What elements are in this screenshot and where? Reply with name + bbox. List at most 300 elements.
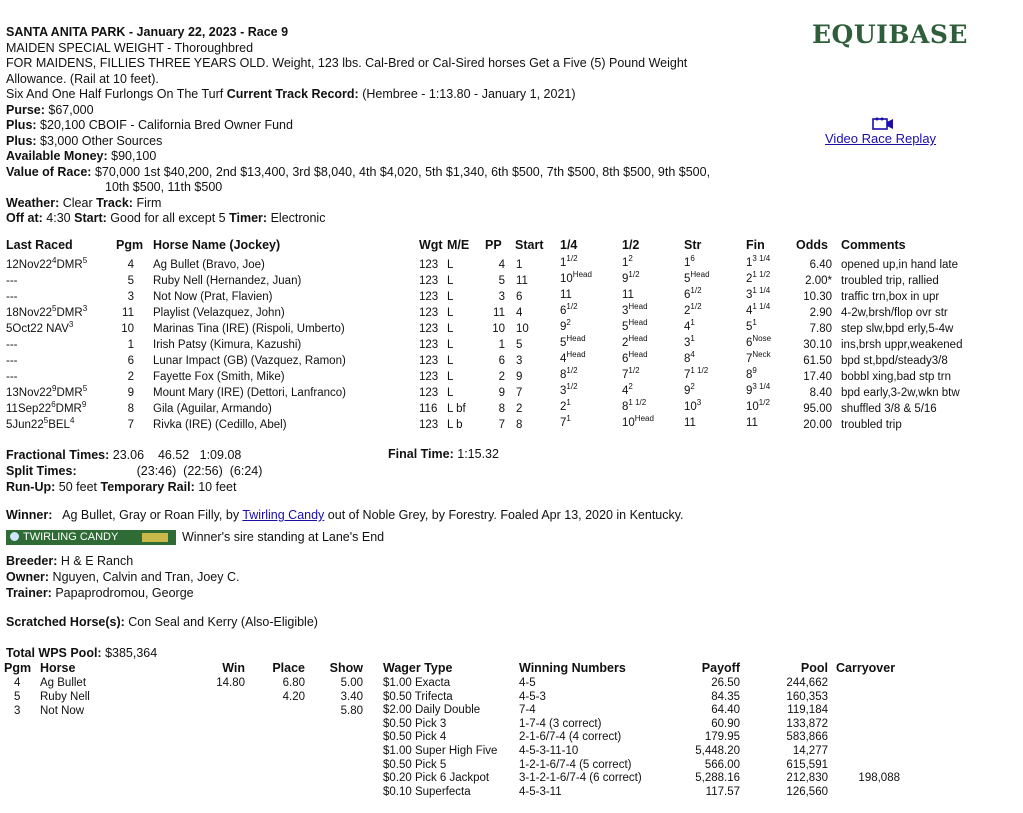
video-replay-link[interactable]: Video Race Replay	[825, 131, 937, 146]
sire-tag-icon	[142, 533, 168, 542]
pay-col-numbers: Winning Numbers	[519, 661, 626, 675]
quarter-call-value: 1	[560, 257, 567, 269]
quarter-call-value: 10	[560, 273, 573, 285]
half-call-value: 4	[622, 385, 629, 397]
half-call	[622, 302, 648, 317]
finish-call	[746, 417, 758, 429]
value-line-2	[6, 180, 710, 196]
start-label: Start:	[74, 211, 107, 225]
half-call-margin: 2	[628, 254, 633, 264]
half-call	[622, 382, 633, 397]
quarter-call	[560, 350, 586, 365]
wps-show: 5.00	[340, 677, 363, 689]
split-line	[6, 463, 262, 479]
wager-type: $0.50 Pick 4	[383, 731, 447, 744]
med-equip: L	[447, 355, 454, 367]
half-call	[622, 254, 633, 269]
last-raced-date: ---	[6, 339, 18, 351]
sire-banner-text: TWIRLING CANDY	[23, 531, 119, 543]
wps-show: 5.80	[340, 705, 363, 717]
last-raced-num: 6	[51, 400, 56, 410]
start-pos: 2	[516, 403, 523, 415]
final-time-label: Final Time:	[388, 447, 454, 461]
plus-value: $3,000 Other Sources	[40, 133, 163, 148]
last-raced-trk: NAV	[46, 323, 69, 335]
last-raced-num: 4	[52, 256, 57, 266]
last-raced	[6, 355, 18, 367]
split-value: (23:46) (22:56) (6:24)	[136, 464, 263, 478]
winning-numbers: 1-7-4 (3 correct)	[519, 717, 602, 730]
fractional-label: Fractional Times:	[6, 448, 110, 462]
purse-line	[6, 103, 710, 119]
finish-call-margin: 3 1/4	[752, 382, 771, 392]
finish-call	[746, 398, 770, 413]
last-raced	[6, 371, 18, 383]
comment: troubled trip	[841, 419, 902, 431]
half-call	[622, 289, 634, 301]
distance: Six And One Half Furlongs On The Turf	[6, 87, 224, 101]
owner-label: Owner:	[6, 570, 50, 584]
odds: 61.50	[803, 355, 832, 367]
half-call	[622, 366, 640, 381]
quarter-call	[560, 414, 571, 429]
half-call-margin: Head	[628, 334, 648, 344]
race-type: MAIDEN SPECIAL WEIGHT - Thoroughbred	[6, 40, 254, 55]
value-text-2: 10th $500, 11th $500	[105, 180, 223, 194]
quarter-call-value: 11	[560, 289, 572, 301]
last-raced-date: ---	[6, 355, 18, 367]
start-pos: 11	[516, 275, 528, 287]
last-raced-trk: BEL	[48, 419, 70, 431]
horse-jockey: Irish Patsy (Kimura, Kazushi)	[153, 339, 302, 351]
sire-note: Winner's sire standing at Lane's End	[182, 530, 385, 544]
pgm: 7	[127, 419, 134, 431]
half-call	[622, 334, 648, 349]
winning-numbers: 4-5	[519, 677, 536, 689]
last-raced-trk: DMR	[56, 387, 83, 399]
winning-numbers: 2-1-6/7-4 (4 correct)	[519, 731, 622, 744]
last-raced-num: 5	[43, 416, 49, 426]
comment: step slw,bpd erly,5-4w	[841, 323, 954, 335]
half-call	[622, 270, 640, 285]
horse-jockey: Fayette Fox (Smith, Mike)	[153, 371, 285, 383]
finish-call-margin: 1 1/4	[752, 286, 771, 296]
last-raced	[6, 339, 18, 351]
col-me: M/E	[447, 238, 470, 252]
weather-label: Weather:	[6, 195, 60, 210]
plus-line-1	[6, 118, 710, 134]
offat-label: Off at:	[6, 211, 43, 225]
winner-line	[6, 508, 684, 522]
post-position: 3	[498, 291, 505, 303]
quarter-call-margin: 1/2	[566, 302, 578, 312]
timer-label: Timer:	[229, 211, 268, 225]
race-title: SANTA ANITA PARK - January 22, 2023 - Race 9	[6, 25, 289, 39]
start-pos: 3	[516, 355, 523, 367]
wps-pool-line	[6, 646, 157, 660]
winner-label: Winner:	[6, 508, 53, 522]
post-position: 9	[498, 387, 505, 399]
finish-call-margin: 1 1/2	[752, 270, 771, 280]
wager-type: $0.20 Pick 6 Jackpot	[383, 772, 490, 785]
purse-label: Purse:	[6, 102, 45, 117]
med-equip: L	[447, 387, 454, 399]
weight: 116	[419, 403, 438, 415]
quarter-call	[560, 334, 586, 349]
last-raced	[6, 304, 88, 319]
wps-win: 14.80	[216, 677, 245, 689]
last-raced	[6, 291, 18, 303]
quarter-call	[560, 398, 571, 413]
weight: 123	[419, 419, 439, 431]
med-equip: L	[447, 307, 454, 319]
sire-dot-icon	[10, 532, 19, 541]
start-pos: 10	[516, 323, 529, 335]
winning-numbers: 3-1-2-1-6/7-4 (6 correct)	[519, 772, 642, 785]
comment: bpd st,bpd/steady3/8	[841, 355, 948, 367]
half-call-margin: 2	[628, 382, 633, 392]
available-line	[6, 149, 710, 165]
winning-numbers: 4-5-3-11	[519, 785, 562, 798]
weight: 123	[419, 307, 439, 319]
stretch-call-margin: 1	[690, 318, 695, 328]
pgm: 1	[127, 339, 134, 351]
quarter-call-value: 8	[560, 369, 567, 381]
wps-horse: Not Now	[40, 705, 85, 717]
wager-type: $0.10 Superfecta	[383, 785, 471, 798]
pay-col-payoff: Payoff	[701, 661, 740, 675]
wps-pool-value: $385,364	[105, 646, 158, 660]
offat-value: 4:30	[46, 211, 71, 225]
race-conditions-1: FOR MAIDENS, FILLIES THREE YEARS OLD. Weight, 123 lbs. Cal-Bred or Cal-Sired horses Get a Five (5) Pound Weight	[6, 56, 688, 70]
horse-jockey: Marinas Tina (IRE) (Rispoli, Umberto)	[153, 323, 345, 335]
plus-value: $20,100 CBOIF - California Bred Owner Fund	[40, 118, 293, 132]
finish-call	[746, 366, 757, 381]
finish-call-value: 7	[746, 353, 753, 365]
weight: 123	[419, 387, 439, 399]
odds: 95.00	[803, 403, 832, 415]
scratched-label: Scratched Horse(s):	[6, 615, 125, 629]
stretch-call-margin: 1/2	[690, 302, 702, 312]
sire-banner[interactable]	[6, 530, 176, 545]
med-equip: L	[447, 259, 454, 271]
weight: 123	[419, 371, 439, 383]
stretch-call-value: 6	[684, 289, 691, 301]
scratched-value: Con Seal and Kerry (Also-Eligible)	[128, 615, 318, 629]
stretch-call-value: 10	[684, 401, 697, 413]
pool: 126,560	[786, 785, 828, 798]
pool: 160,353	[786, 690, 828, 703]
quarter-call-value: 6	[560, 305, 567, 317]
start-pos: 6	[516, 291, 523, 303]
pgm: 8	[127, 403, 134, 415]
quarter-call	[560, 270, 592, 285]
finish-call-value: 6	[746, 337, 753, 349]
odds: 8.40	[809, 387, 832, 399]
finish-call	[746, 302, 771, 317]
wager-type: $1.00 Exacta	[383, 677, 451, 689]
finish-call-value: 10	[746, 401, 759, 413]
half-call-value: 10	[622, 417, 635, 429]
value-label: Value of Race:	[6, 164, 92, 179]
rail-label: Temporary Rail:	[100, 480, 195, 494]
stretch-call-margin: 1/2	[690, 286, 702, 296]
quarter-call-margin: 1/2	[566, 254, 578, 264]
stretch-call-value: 3	[684, 337, 691, 349]
pay-col-win: Win	[222, 661, 245, 675]
trainer-value: Papaprodromou, George	[55, 586, 194, 600]
wps-pgm: 5	[14, 691, 21, 703]
quarter-call-margin: 1	[566, 398, 571, 408]
breeder-value: H & E Ranch	[60, 554, 134, 568]
pool: 244,662	[786, 677, 828, 689]
quarter-call	[560, 289, 572, 301]
finish-call	[746, 350, 771, 365]
last-raced-trk: DMR	[56, 307, 83, 319]
stretch-call-margin: Head	[690, 270, 710, 280]
wager-type: $0.50 Pick 3	[383, 717, 447, 730]
last-raced-pos: 3	[68, 320, 74, 330]
payoff: 179.95	[704, 731, 740, 744]
last-raced-pos: 9	[81, 400, 87, 410]
col-wgt: Wgt	[419, 238, 443, 252]
quarter-call-margin: Head	[566, 350, 586, 360]
med-equip: L b	[447, 419, 463, 431]
odds: 6.40	[809, 259, 832, 271]
pgm: 4	[127, 259, 134, 271]
breeder-label: Breeder:	[6, 554, 58, 568]
wps-pgm: 3	[14, 705, 21, 717]
plus-line-2	[6, 134, 710, 150]
horse-jockey: Ag Bullet (Bravo, Joe)	[153, 259, 265, 271]
start-pos: 8	[516, 419, 523, 431]
quarter-call	[560, 254, 578, 269]
wager-type: $2.00 Daily Double	[383, 704, 481, 717]
wps-show: 3.40	[340, 691, 363, 703]
last-raced-pos: 5	[82, 384, 88, 394]
rail-value: 10 feet	[198, 480, 237, 494]
stretch-call-value: 5	[684, 273, 691, 285]
start-pos: 7	[516, 387, 523, 399]
last-raced-date: 13Nov22	[6, 387, 53, 399]
wager-type: $0.50 Pick 5	[383, 758, 447, 771]
quarter-call-margin: Head	[572, 270, 592, 280]
split-label: Split Times:	[6, 464, 77, 478]
last-raced	[6, 400, 87, 415]
weather-line	[6, 196, 710, 212]
finish-call-margin: 1	[752, 318, 757, 328]
col-odds: Odds	[796, 238, 828, 252]
quarter-call-margin: 1/2	[566, 382, 578, 392]
odds: 20.00	[803, 419, 832, 431]
carryover: 198,088	[858, 772, 900, 785]
start-pos: 1	[516, 259, 523, 271]
quarter-call-margin: 1	[566, 414, 571, 424]
quarter-call-value: 9	[560, 321, 567, 333]
track-record-label: Current Track Record:	[226, 87, 359, 101]
quarter-call	[560, 366, 578, 381]
payoff: 84.35	[711, 690, 740, 703]
quarter-call	[560, 318, 571, 333]
finish-call-value: 5	[746, 321, 753, 333]
sire-link[interactable]: Twirling Candy	[242, 508, 325, 522]
last-raced	[6, 384, 88, 399]
finish-call-margin: 1/2	[758, 398, 770, 408]
pool: 14,277	[792, 745, 828, 757]
weight: 123	[419, 291, 439, 303]
payoff: 5,448.20	[695, 745, 740, 757]
last-raced-date: 5Jun22	[6, 419, 44, 431]
col-quarter: 1/4	[560, 238, 578, 252]
last-raced-date: ---	[6, 371, 18, 383]
weight: 123	[419, 259, 439, 271]
finish-call	[746, 254, 771, 269]
distance-line	[6, 87, 710, 103]
pay-col-wager: Wager Type	[383, 661, 453, 675]
last-raced	[6, 320, 74, 335]
col-pgm: Pgm	[116, 238, 144, 252]
available-label: Available Money:	[6, 149, 108, 163]
med-equip: L	[447, 291, 454, 303]
payoff: 64.40	[711, 704, 740, 717]
finish-call	[746, 286, 771, 301]
stretch-call-value: 2	[684, 305, 691, 317]
final-time-value: 1:15.32	[457, 447, 499, 461]
payoff: 566.00	[704, 758, 740, 771]
finish-call-value: 9	[746, 385, 753, 397]
wager-type: $0.50 Trifecta	[383, 690, 453, 703]
stretch-call	[684, 270, 710, 285]
pay-col-pgm: Pgm	[4, 661, 32, 675]
last-raced-date: 5Oct22	[6, 323, 44, 335]
fractional-line	[6, 447, 262, 463]
half-call-margin: 1/2	[628, 366, 640, 376]
pay-col-pool: Pool	[800, 661, 828, 675]
start-pos: 5	[516, 339, 523, 351]
stretch-call-margin: 1 1/2	[690, 366, 709, 376]
odds: 7.80	[809, 323, 832, 335]
post-position: 5	[498, 275, 505, 287]
horse-jockey: Gila (Aguilar, Armando)	[153, 403, 272, 415]
pool: 119,184	[787, 704, 828, 717]
half-call	[622, 350, 648, 365]
finish-call-margin: 3 1/4	[752, 254, 771, 264]
track-record-value: (Hembree - 1:13.80 - January 1, 2021)	[362, 87, 576, 101]
comment: 4-2w,brsh/flop ovr str	[841, 307, 948, 319]
half-call-value: 1	[622, 257, 629, 269]
finish-call	[746, 334, 772, 349]
track-value: Firm	[136, 195, 162, 210]
quarter-call-margin: Head	[566, 334, 586, 344]
col-pp: PP	[485, 238, 502, 252]
weight: 123	[419, 355, 439, 367]
half-call-value: 9	[622, 273, 629, 285]
finish-call	[746, 382, 771, 397]
pool: 615,591	[786, 758, 828, 771]
comment: bpd early,3-2w,wkn btw	[841, 387, 960, 399]
stretch-call-value: 11	[684, 417, 696, 429]
stretch-call-value: 8	[684, 353, 691, 365]
times-block	[6, 447, 262, 495]
col-last-raced: Last Raced	[6, 238, 73, 252]
stretch-call	[684, 382, 695, 397]
horse-jockey: Lunar Impact (GB) (Vazquez, Ramon)	[153, 355, 346, 367]
breeder-line	[6, 553, 239, 569]
pgm: 5	[127, 275, 134, 287]
finish-call-margin: 1 1/4	[752, 302, 771, 312]
comment: bobbl xing,bad stp trn	[841, 371, 951, 383]
wager-type: $1.00 Super High Five	[383, 745, 498, 757]
half-call-value: 5	[622, 321, 629, 333]
quarter-call-margin: 1/2	[566, 366, 578, 376]
fractional-value: 23.06 46.52 1:09.08	[112, 448, 242, 462]
runup-value: 50 feet	[58, 480, 98, 494]
last-raced-num: 5	[52, 304, 57, 314]
stretch-call-margin: 4	[690, 350, 695, 360]
finish-call-value: 2	[746, 273, 753, 285]
finish-call-value: 8	[746, 369, 753, 381]
quarter-call	[560, 302, 578, 317]
quarter-call-margin: 2	[566, 318, 571, 328]
pgm: 6	[127, 355, 134, 367]
owner-line	[6, 569, 239, 585]
stretch-call	[684, 350, 695, 365]
half-call-margin: Head	[634, 414, 654, 424]
trainer-line	[6, 585, 239, 601]
value-text-1: $70,000 1st $40,200, 2nd $13,400, 3rd $8,040, 4th $4,020, 5th $1,340, 6th $500, 7th $500, 8th $500, 9th $500,	[94, 164, 711, 179]
winning-numbers: 7-4	[519, 704, 536, 717]
horse-jockey: Ruby Nell (Hernandez, Juan)	[153, 275, 302, 287]
horse-jockey: Rivka (IRE) (Cedillo, Abel)	[153, 419, 287, 431]
payoff: 60.90	[711, 717, 740, 730]
weight: 123	[419, 275, 439, 287]
pool: 212,830	[786, 772, 828, 785]
final-time-line	[388, 447, 499, 461]
wps-place: 6.80	[282, 677, 305, 689]
last-raced-date: ---	[6, 275, 18, 287]
col-start: Start	[515, 238, 544, 252]
start-value: Good for all except 5	[110, 211, 226, 225]
payoff: 26.50	[711, 677, 740, 689]
half-call-value: 3	[622, 305, 629, 317]
col-horse: Horse Name (Jockey)	[153, 238, 281, 252]
payoff: 117.57	[705, 785, 740, 798]
stretch-call	[684, 318, 695, 333]
wps-pool-label: Total WPS Pool:	[6, 646, 102, 660]
wps-pgm: 4	[14, 677, 21, 689]
pool: 133,872	[786, 717, 828, 730]
timer-value: Electronic	[270, 211, 326, 225]
last-raced-date: 18Nov22	[6, 307, 53, 319]
finish-call-value: 1	[746, 257, 753, 269]
plus-label: Plus:	[6, 133, 37, 148]
pay-col-horse: Horse	[40, 661, 76, 675]
wps-horse: Ruby Nell	[40, 691, 90, 703]
post-position: 1	[498, 339, 505, 351]
post-position: 10	[492, 323, 505, 335]
weather-value: Clear	[62, 195, 93, 210]
half-call-margin: 1/2	[628, 270, 640, 280]
half-call-margin: Head	[628, 318, 648, 328]
runup-line	[6, 479, 262, 495]
col-comments: Comments	[841, 238, 906, 252]
finish-call	[746, 270, 771, 285]
stretch-call-value: 9	[684, 385, 691, 397]
pay-col-place: Place	[272, 661, 305, 675]
winning-numbers: 4-5-3-11-10	[519, 745, 579, 757]
quarter-call-value: 5	[560, 337, 567, 349]
stretch-call-margin: 6	[690, 254, 695, 264]
